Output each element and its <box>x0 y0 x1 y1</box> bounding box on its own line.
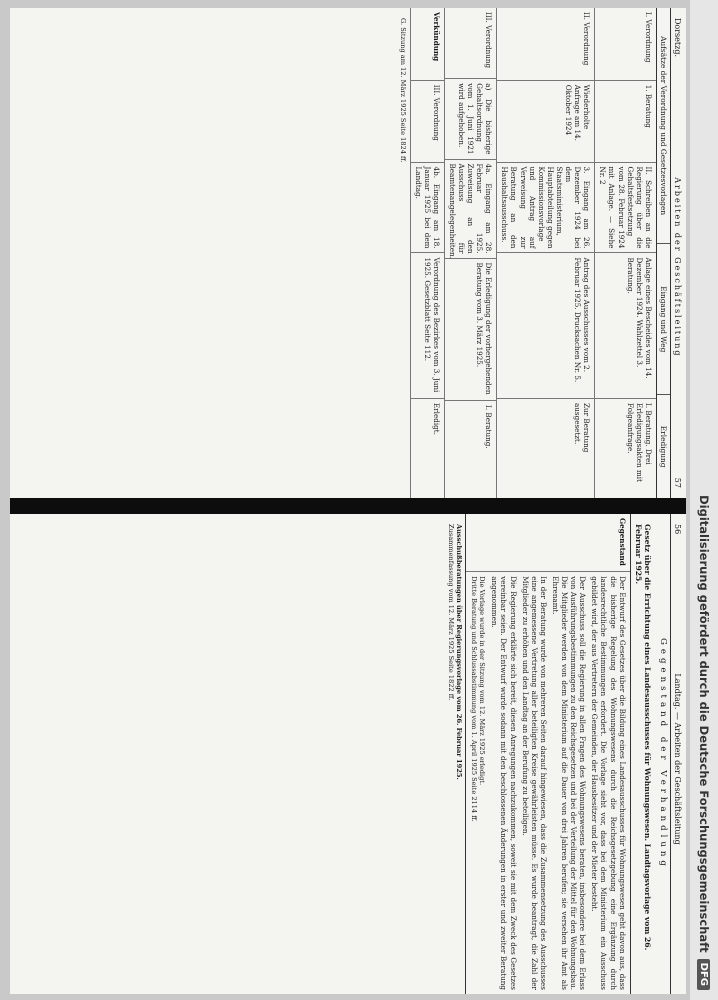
top-column-headers <box>656 8 670 498</box>
footer-line: Ausschußberatungen über Regierungsvorlage vom 26. Februar 1925. <box>455 524 464 780</box>
col-header: Eingang und Weg <box>657 244 670 395</box>
paragraph: Die Regierung erklärte sich bereit, diesen Anregungen nachzukommen, soweit sie mit dem Zweck des Gesetzes vereinbar seien. Der Entwurf wurde sodann mit den beschlossenen Änderungen in erster und zweiter Beratung angenommen. <box>490 576 518 990</box>
table-cell: Verkündung <box>411 8 444 81</box>
bottom-running-title: Landtag. — Arbeiten der Geschäftsleitung <box>673 673 682 845</box>
table-cell: 3. Eingang am 26. Dezember 1924 bei dem Staatsministerium, Hauptabteilung gegen Kommissionsvorlage und Antrag auf Verweisung zur Beratung an den Haushaltsausschuss. <box>497 163 594 254</box>
scanned-page <box>10 8 686 994</box>
col-header: Aufsätze der Verordnung und Gesetzesvorlagen <box>657 8 670 244</box>
table-row <box>496 8 594 498</box>
table-cell: I. Verordnung <box>595 8 656 81</box>
bottom-page <box>10 514 686 994</box>
bottom-running-head <box>670 514 686 994</box>
table-cell: Wiederholte Anfrage am 14. Oktober 1924 <box>497 81 594 163</box>
table-row <box>594 8 656 498</box>
paragraph: In der Beratung wurde von mehreren Seiten darauf hingewiesen, dass die Zusammensetzung des Ausschusses eine angemessene Vertretung aller beteiligten Kreise gewährleisten müsse. Es wurde beantragt, die Zahl der Mitglieder zu erhöhen und den Landtag an der Berufung zu beteiligen. <box>520 576 548 990</box>
left-column-label: Gegenstand <box>467 514 630 572</box>
table-cell: I. Beratung. Drei Erledigungsakten mit Folgeanfrage. <box>625 402 653 482</box>
top-page <box>10 8 686 498</box>
table-cell: Erledigt. <box>431 402 441 435</box>
top-page-rotated <box>10 8 686 498</box>
table-cell: II. Schreiben an die Regierung über die Gehaltsfestsetzung vom 28. Februar 1924 mit Anlage. — Siehe Nr. 2 <box>595 163 656 254</box>
paragraph: Der Ausschuss soll die Regierung in allen Fragen des Wohnungswesens beraten, insbesondere bei dem Erlass von Ausführungsbestimmungen zu den Reichsgesetzen und bei der Verteilung der Mittel für den Wohnungsbau. Die Mitglieder werden von dem Ministerium auf die Dauer von drei Jahren berufen; sie versehen ihr Amt als Ehrenamt. <box>550 576 588 990</box>
table-cell: III. Verordnung <box>411 81 444 163</box>
table-cell: 4a. Eingang am 28. Februar 1925. Zuweisung an den Ausschuss für Beamtenangelegenheiten. <box>445 160 496 259</box>
bottom-body-row <box>467 514 630 994</box>
bottom-section-title: Gegenstand der Verhandlung <box>657 638 668 870</box>
dfg-watermark <box>690 0 718 1000</box>
bottom-title-line: Gesetz über die Errichtung eines Landesausschusses für Wohnungswesen. Landtagsvorlage vom 26. Februar 1925. <box>630 514 655 994</box>
table-cell: III. Verordnung <box>445 8 496 79</box>
closing-line: Dritte Beratung und Schlussabstimmung vom 1. April 1925 Seite 2114 ff. <box>469 576 478 822</box>
top-page-left-label: Dorsetzg. <box>673 18 682 57</box>
table-cell: Die Erledigung der vorhergehenden Beratung vom 3. März 1925. <box>445 259 496 402</box>
table-cell: Zur Beratung ausgesetzt. <box>573 402 592 453</box>
table-cell: Antrag des Ausschusses vom 2. Februar 1925. Drucksachen Nr. 5. <box>497 253 594 399</box>
table-cell: I. Beratung. <box>484 405 494 449</box>
col-header: Erledigung <box>658 425 668 468</box>
table-cell: Verordnung des Bezirkes vom 3. Juni 1925. Gesetzblatt Seite 112. <box>411 253 444 399</box>
bottom-page-rotated <box>10 514 686 994</box>
table-row <box>444 8 496 498</box>
footer-line: Zusammenfassung vom 12. März 1925 Seite 1822 ff. <box>447 524 456 701</box>
table-row <box>410 8 444 498</box>
binding-spine <box>10 498 686 514</box>
body-text <box>467 572 630 994</box>
dfg-logo: DFG <box>698 959 711 990</box>
bottom-footer <box>445 514 467 994</box>
paragraph: Der Entwurf des Gesetzes über die Bildung eines Landesausschusses für Wohnungswesen geht davon aus, dass die bisherige Regelung des Wohnungswesens durch die Reichsgesetzgebung eine Ergänzung durch landesrechtliche Bestimmungen erfordert. Die Vorlage sieht vor, dass bei dem Ministerium ein Ausschuss gebildet wird, der aus Vertretern der Gemeinden, der Hausbesitzer und der Mieter besteht. <box>590 576 627 990</box>
top-footer: G. Sitzung am 12. März 1925 Seite 1824 ff. <box>398 18 407 163</box>
watermark-text: Digitalisierung gefördert durch die Deutsche Forschungsgemeinschaft <box>697 495 711 953</box>
table-cell: II. Verordnung <box>497 8 594 81</box>
table-cell: Anlage eines Bescheides vom 14. Dezember 1924. Wahlzettel 3. Beratung. <box>595 253 656 399</box>
top-running-title: Arbeiten der Geschäftsleitung <box>673 177 682 358</box>
closing-line: Die Vorlage wurde in der Sitzung vom 12. März 1925 erledigt. <box>478 576 487 786</box>
top-running-head <box>670 8 686 498</box>
top-page-number: 57 <box>673 477 682 488</box>
table-cell: 4b. Eingang am 18. Januar 1925 bei dem Landtag. <box>411 163 444 254</box>
table-cell: a) Die bisherige Gehaltsordnung vom 1. Juni 1921 wird aufgehoben. <box>445 79 496 159</box>
table-cell: 1. Beratung <box>595 81 656 163</box>
bottom-page-number: 56 <box>673 524 682 535</box>
